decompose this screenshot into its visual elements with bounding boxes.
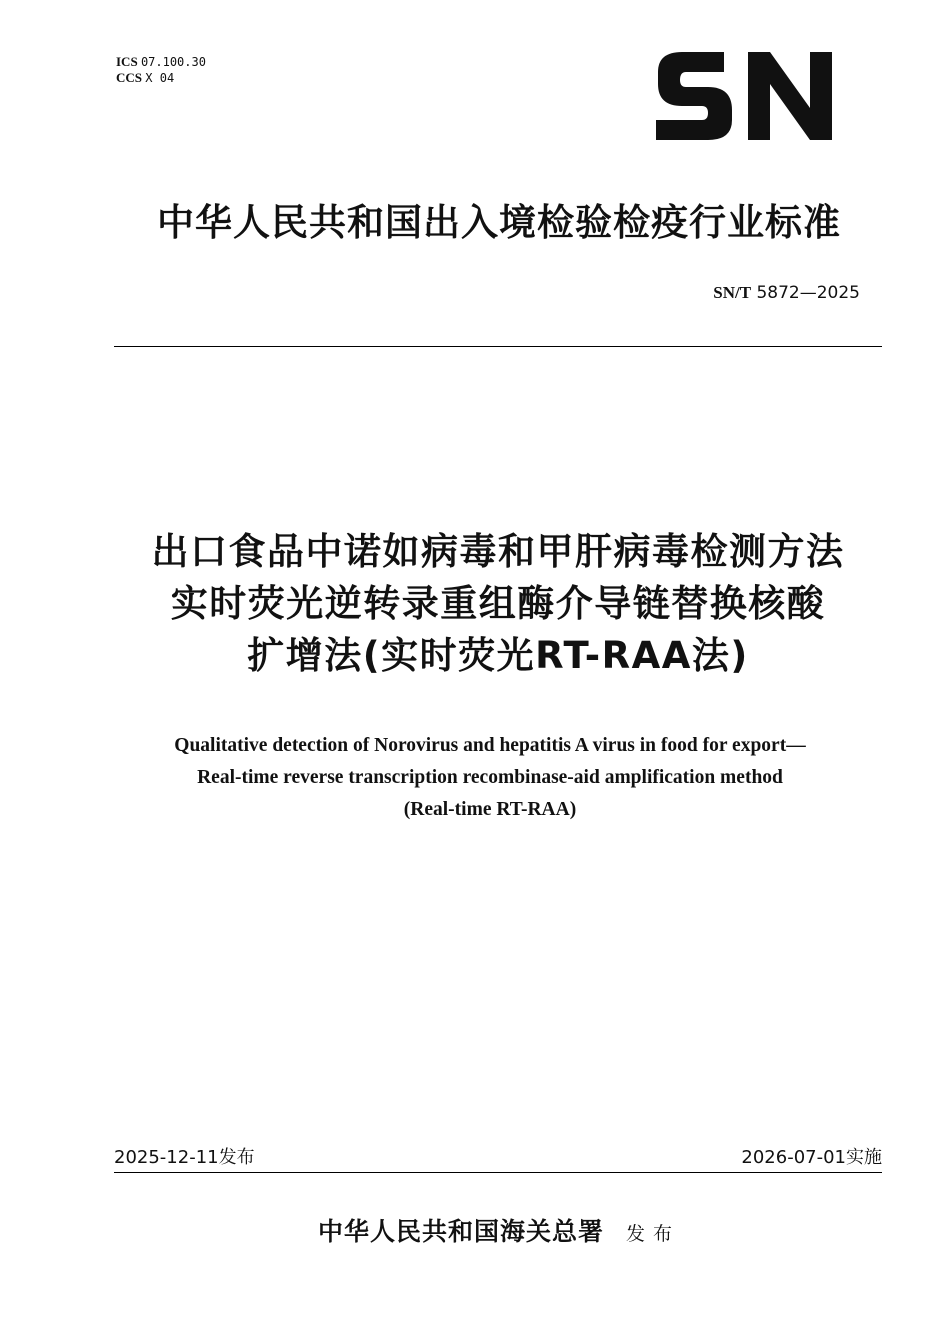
chinese-title-line-2: 实时荧光逆转录重组酶介导链替换核酸: [170, 582, 826, 625]
issue-date: 2025-12-11发布: [114, 1147, 255, 1168]
organization-title: 中华人民共和国出入境检验检疫行业标准: [157, 201, 841, 244]
ics-value: 07.100.30: [140, 55, 206, 69]
ccs-label: CCS: [116, 70, 143, 85]
ccs-code: [116, 70, 206, 86]
english-title-line-3: (Real-time RT-RAA): [403, 799, 577, 820]
issuing-authority: [0, 1212, 950, 1248]
top-divider: [114, 346, 882, 347]
english-title-line-2: Real-time reverse transcription recombinase-aid amplification method: [197, 767, 783, 788]
ics-label: ICS: [116, 54, 138, 69]
english-title: [60, 730, 920, 826]
chinese-title: [90, 526, 906, 682]
english-title-line-1: Qualitative detection of Norovirus and hepatitis A virus in food for export—: [174, 735, 806, 756]
chinese-title-line-3: 扩增法(实时荧光RT-RAA法): [247, 634, 749, 677]
standard-prefix: SN/T: [713, 283, 752, 302]
bottom-divider: [114, 1172, 882, 1173]
ics-code: [116, 54, 206, 70]
chinese-title-line-1: 出口食品中诺如病毒和甲肝病毒检测方法: [151, 530, 845, 573]
issuer-action: 发布: [626, 1223, 681, 1245]
standard-code: 5872—2025: [756, 283, 860, 303]
ccs-value: X 04: [145, 71, 175, 85]
issuer-name: 中华人民共和国海关总署: [317, 1217, 604, 1246]
classification-codes: [116, 54, 206, 86]
standard-number: [713, 283, 860, 303]
implementation-date: 2026-07-01实施: [741, 1147, 882, 1168]
sn-logo: [652, 50, 834, 142]
